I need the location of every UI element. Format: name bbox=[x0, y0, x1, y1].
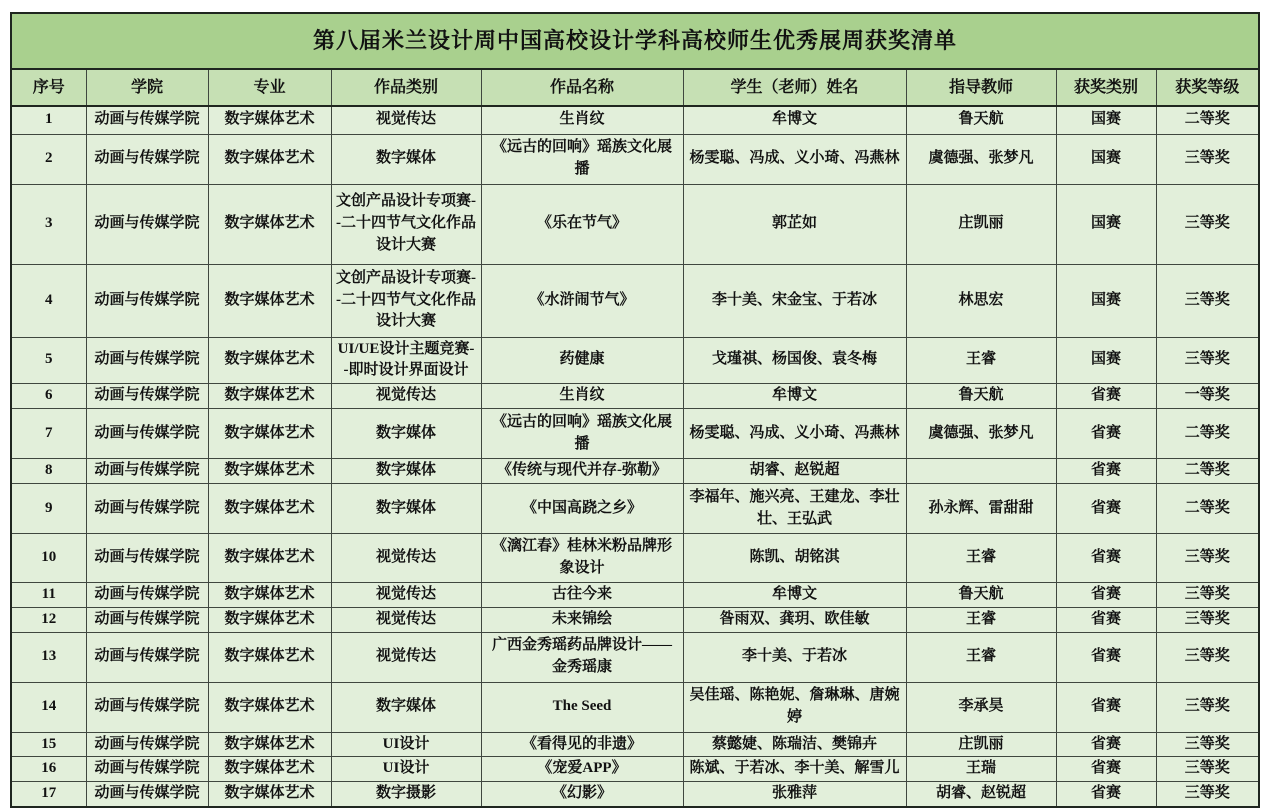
awards-table bbox=[10, 12, 1260, 808]
table-row bbox=[11, 782, 1259, 807]
cell-category: 视觉传达 bbox=[331, 106, 481, 134]
cell-work-name: 古往今来 bbox=[481, 583, 683, 608]
table-row bbox=[11, 682, 1259, 732]
cell-category: 文创产品设计专项赛--二十四节气文化作品设计大赛 bbox=[331, 264, 481, 337]
cell-college: 动画与传媒学院 bbox=[86, 264, 208, 337]
cell-award-level: 三等奖 bbox=[1156, 757, 1259, 782]
cell-category: 视觉传达 bbox=[331, 632, 481, 682]
table-row bbox=[11, 409, 1259, 459]
cell-students: 杨雯聪、冯成、义小琦、冯燕林 bbox=[683, 409, 906, 459]
cell-advisor: 鲁天航 bbox=[906, 106, 1056, 134]
column-header-advisor: 指导教师 bbox=[906, 69, 1056, 106]
cell-major: 数字媒体艺术 bbox=[208, 632, 331, 682]
column-header-work-name: 作品名称 bbox=[481, 69, 683, 106]
cell-award-type: 省赛 bbox=[1056, 732, 1156, 757]
cell-award-type: 国赛 bbox=[1056, 264, 1156, 337]
cell-college: 动画与传媒学院 bbox=[86, 534, 208, 583]
cell-students: 蔡懿婕、陈瑞洁、樊锦卉 bbox=[683, 732, 906, 757]
cell-students: 昝雨双、龚玥、欧佳敏 bbox=[683, 607, 906, 632]
cell-advisor: 胡睿、赵锐超 bbox=[906, 782, 1056, 807]
cell-index: 1 bbox=[11, 106, 86, 134]
cell-award-type: 省赛 bbox=[1056, 583, 1156, 608]
cell-work-name: 《乐在节气》 bbox=[481, 184, 683, 264]
cell-advisor bbox=[906, 459, 1056, 484]
page-title: 第八届米兰设计周中国高校设计学科高校师生优秀展周获奖清单 bbox=[11, 13, 1259, 69]
cell-major: 数字媒体艺术 bbox=[208, 134, 331, 184]
cell-college: 动画与传媒学院 bbox=[86, 757, 208, 782]
cell-major: 数字媒体艺术 bbox=[208, 484, 331, 534]
cell-advisor: 王睿 bbox=[906, 534, 1056, 583]
cell-major: 数字媒体艺术 bbox=[208, 384, 331, 409]
cell-award-level: 三等奖 bbox=[1156, 534, 1259, 583]
cell-category: UI/UE设计主题竞赛--即时设计界面设计 bbox=[331, 337, 481, 384]
cell-index: 6 bbox=[11, 384, 86, 409]
table-row bbox=[11, 459, 1259, 484]
cell-work-name: 《漓江春》桂林米粉品牌形象设计 bbox=[481, 534, 683, 583]
cell-category: 数字媒体 bbox=[331, 484, 481, 534]
cell-advisor: 鲁天航 bbox=[906, 384, 1056, 409]
cell-college: 动画与传媒学院 bbox=[86, 106, 208, 134]
cell-major: 数字媒体艺术 bbox=[208, 782, 331, 807]
table-row bbox=[11, 607, 1259, 632]
cell-students: 陈斌、于若冰、李十美、解雪儿 bbox=[683, 757, 906, 782]
cell-work-name: 《宠爱APP》 bbox=[481, 757, 683, 782]
cell-award-type: 国赛 bbox=[1056, 106, 1156, 134]
cell-award-level: 三等奖 bbox=[1156, 583, 1259, 608]
title-row bbox=[11, 13, 1259, 69]
cell-award-type: 省赛 bbox=[1056, 384, 1156, 409]
column-header-row bbox=[11, 69, 1259, 106]
cell-advisor: 李承昊 bbox=[906, 682, 1056, 732]
table-row bbox=[11, 106, 1259, 134]
cell-college: 动画与传媒学院 bbox=[86, 782, 208, 807]
cell-work-name: 《远古的回响》瑶族文化展播 bbox=[481, 134, 683, 184]
cell-major: 数字媒体艺术 bbox=[208, 337, 331, 384]
cell-major: 数字媒体艺术 bbox=[208, 534, 331, 583]
column-header-category: 作品类别 bbox=[331, 69, 481, 106]
cell-students: 吴佳瑶、陈艳妮、詹琳琳、唐婉婷 bbox=[683, 682, 906, 732]
cell-award-type: 省赛 bbox=[1056, 534, 1156, 583]
cell-category: 数字媒体 bbox=[331, 459, 481, 484]
table-body bbox=[11, 106, 1259, 807]
table-row bbox=[11, 732, 1259, 757]
cell-college: 动画与传媒学院 bbox=[86, 632, 208, 682]
cell-award-level: 三等奖 bbox=[1156, 134, 1259, 184]
column-header-students: 学生（老师）姓名 bbox=[683, 69, 906, 106]
cell-advisor: 庄凯丽 bbox=[906, 184, 1056, 264]
table-row bbox=[11, 384, 1259, 409]
cell-award-level: 三等奖 bbox=[1156, 337, 1259, 384]
cell-advisor: 庄凯丽 bbox=[906, 732, 1056, 757]
cell-award-type: 省赛 bbox=[1056, 632, 1156, 682]
cell-work-name: 《看得见的非遗》 bbox=[481, 732, 683, 757]
cell-index: 12 bbox=[11, 607, 86, 632]
cell-category: 数字媒体 bbox=[331, 682, 481, 732]
cell-major: 数字媒体艺术 bbox=[208, 607, 331, 632]
cell-index: 9 bbox=[11, 484, 86, 534]
cell-index: 15 bbox=[11, 732, 86, 757]
cell-college: 动画与传媒学院 bbox=[86, 384, 208, 409]
cell-advisor: 虞德强、张梦凡 bbox=[906, 134, 1056, 184]
cell-award-level: 二等奖 bbox=[1156, 106, 1259, 134]
cell-award-type: 省赛 bbox=[1056, 782, 1156, 807]
cell-award-type: 省赛 bbox=[1056, 459, 1156, 484]
column-header-award-level: 获奖等级 bbox=[1156, 69, 1259, 106]
cell-major: 数字媒体艺术 bbox=[208, 264, 331, 337]
table-row bbox=[11, 757, 1259, 782]
cell-advisor: 林思宏 bbox=[906, 264, 1056, 337]
cell-award-level: 二等奖 bbox=[1156, 409, 1259, 459]
cell-college: 动画与传媒学院 bbox=[86, 409, 208, 459]
cell-award-level: 二等奖 bbox=[1156, 484, 1259, 534]
cell-award-level: 三等奖 bbox=[1156, 264, 1259, 337]
cell-work-name: 《幻影》 bbox=[481, 782, 683, 807]
table-row bbox=[11, 583, 1259, 608]
cell-award-type: 国赛 bbox=[1056, 184, 1156, 264]
cell-major: 数字媒体艺术 bbox=[208, 732, 331, 757]
cell-award-type: 国赛 bbox=[1056, 337, 1156, 384]
cell-category: 视觉传达 bbox=[331, 583, 481, 608]
cell-advisor: 王睿 bbox=[906, 632, 1056, 682]
cell-award-level: 二等奖 bbox=[1156, 459, 1259, 484]
cell-category: 文创产品设计专项赛--二十四节气文化作品设计大赛 bbox=[331, 184, 481, 264]
cell-college: 动画与传媒学院 bbox=[86, 732, 208, 757]
cell-college: 动画与传媒学院 bbox=[86, 682, 208, 732]
cell-category: 数字媒体 bbox=[331, 134, 481, 184]
cell-work-name: 《远古的回响》瑶族文化展播 bbox=[481, 409, 683, 459]
table-row bbox=[11, 534, 1259, 583]
cell-category: 视觉传达 bbox=[331, 534, 481, 583]
table-row bbox=[11, 484, 1259, 534]
cell-college: 动画与传媒学院 bbox=[86, 184, 208, 264]
cell-category: 视觉传达 bbox=[331, 607, 481, 632]
cell-index: 16 bbox=[11, 757, 86, 782]
cell-advisor: 鲁天航 bbox=[906, 583, 1056, 608]
cell-major: 数字媒体艺术 bbox=[208, 184, 331, 264]
cell-advisor: 王睿 bbox=[906, 607, 1056, 632]
cell-index: 7 bbox=[11, 409, 86, 459]
cell-students: 胡睿、赵锐超 bbox=[683, 459, 906, 484]
cell-major: 数字媒体艺术 bbox=[208, 757, 331, 782]
cell-students: 郭芷如 bbox=[683, 184, 906, 264]
cell-award-type: 省赛 bbox=[1056, 607, 1156, 632]
table-row bbox=[11, 632, 1259, 682]
cell-award-level: 三等奖 bbox=[1156, 732, 1259, 757]
cell-advisor: 孙永辉、雷甜甜 bbox=[906, 484, 1056, 534]
cell-major: 数字媒体艺术 bbox=[208, 409, 331, 459]
cell-award-level: 一等奖 bbox=[1156, 384, 1259, 409]
cell-index: 11 bbox=[11, 583, 86, 608]
cell-advisor: 王瑞 bbox=[906, 757, 1056, 782]
cell-major: 数字媒体艺术 bbox=[208, 459, 331, 484]
award-list-sheet bbox=[10, 12, 1260, 808]
cell-category: UI设计 bbox=[331, 732, 481, 757]
cell-category: 数字媒体 bbox=[331, 409, 481, 459]
table-row bbox=[11, 134, 1259, 184]
table-row bbox=[11, 337, 1259, 384]
cell-students: 戈瑾祺、杨国俊、袁冬梅 bbox=[683, 337, 906, 384]
cell-award-type: 国赛 bbox=[1056, 134, 1156, 184]
cell-major: 数字媒体艺术 bbox=[208, 682, 331, 732]
cell-advisor: 虞德强、张梦凡 bbox=[906, 409, 1056, 459]
cell-students: 张雅萍 bbox=[683, 782, 906, 807]
cell-award-level: 三等奖 bbox=[1156, 184, 1259, 264]
cell-index: 8 bbox=[11, 459, 86, 484]
cell-category: 数字摄影 bbox=[331, 782, 481, 807]
cell-students: 陈凯、胡铭淇 bbox=[683, 534, 906, 583]
cell-index: 5 bbox=[11, 337, 86, 384]
cell-students: 牟博文 bbox=[683, 384, 906, 409]
cell-category: 视觉传达 bbox=[331, 384, 481, 409]
cell-index: 17 bbox=[11, 782, 86, 807]
column-header-award-type: 获奖类别 bbox=[1056, 69, 1156, 106]
cell-work-name: 《中国高跷之乡》 bbox=[481, 484, 683, 534]
column-header-college: 学院 bbox=[86, 69, 208, 106]
cell-college: 动画与传媒学院 bbox=[86, 583, 208, 608]
column-header-major: 专业 bbox=[208, 69, 331, 106]
cell-award-level: 三等奖 bbox=[1156, 632, 1259, 682]
cell-award-type: 省赛 bbox=[1056, 682, 1156, 732]
cell-students: 李十美、于若冰 bbox=[683, 632, 906, 682]
cell-work-name: 药健康 bbox=[481, 337, 683, 384]
cell-work-name: 生肖纹 bbox=[481, 106, 683, 134]
cell-work-name: 生肖纹 bbox=[481, 384, 683, 409]
column-header-index: 序号 bbox=[11, 69, 86, 106]
cell-award-level: 三等奖 bbox=[1156, 607, 1259, 632]
cell-students: 李福年、施兴亮、王建龙、李壮壮、王弘武 bbox=[683, 484, 906, 534]
cell-award-type: 省赛 bbox=[1056, 484, 1156, 534]
cell-advisor: 王睿 bbox=[906, 337, 1056, 384]
cell-award-level: 三等奖 bbox=[1156, 782, 1259, 807]
cell-work-name: 广西金秀瑶药品牌设计——金秀瑶康 bbox=[481, 632, 683, 682]
cell-students: 牟博文 bbox=[683, 583, 906, 608]
cell-index: 4 bbox=[11, 264, 86, 337]
cell-college: 动画与传媒学院 bbox=[86, 134, 208, 184]
cell-students: 李十美、宋金宝、于若冰 bbox=[683, 264, 906, 337]
cell-major: 数字媒体艺术 bbox=[208, 106, 331, 134]
cell-award-type: 省赛 bbox=[1056, 409, 1156, 459]
cell-index: 10 bbox=[11, 534, 86, 583]
cell-work-name: 未来锦绘 bbox=[481, 607, 683, 632]
cell-college: 动画与传媒学院 bbox=[86, 607, 208, 632]
table-row bbox=[11, 184, 1259, 264]
cell-index: 2 bbox=[11, 134, 86, 184]
cell-index: 14 bbox=[11, 682, 86, 732]
cell-award-type: 省赛 bbox=[1056, 757, 1156, 782]
cell-index: 13 bbox=[11, 632, 86, 682]
cell-students: 牟博文 bbox=[683, 106, 906, 134]
cell-college: 动画与传媒学院 bbox=[86, 459, 208, 484]
cell-students: 杨雯聪、冯成、义小琦、冯燕林 bbox=[683, 134, 906, 184]
cell-work-name: 《传统与现代并存-弥勒》 bbox=[481, 459, 683, 484]
cell-major: 数字媒体艺术 bbox=[208, 583, 331, 608]
cell-college: 动画与传媒学院 bbox=[86, 484, 208, 534]
cell-index: 3 bbox=[11, 184, 86, 264]
table-row bbox=[11, 264, 1259, 337]
cell-work-name: 《水浒闹节气》 bbox=[481, 264, 683, 337]
cell-award-level: 三等奖 bbox=[1156, 682, 1259, 732]
cell-work-name: The Seed bbox=[481, 682, 683, 732]
cell-category: UI设计 bbox=[331, 757, 481, 782]
cell-college: 动画与传媒学院 bbox=[86, 337, 208, 384]
